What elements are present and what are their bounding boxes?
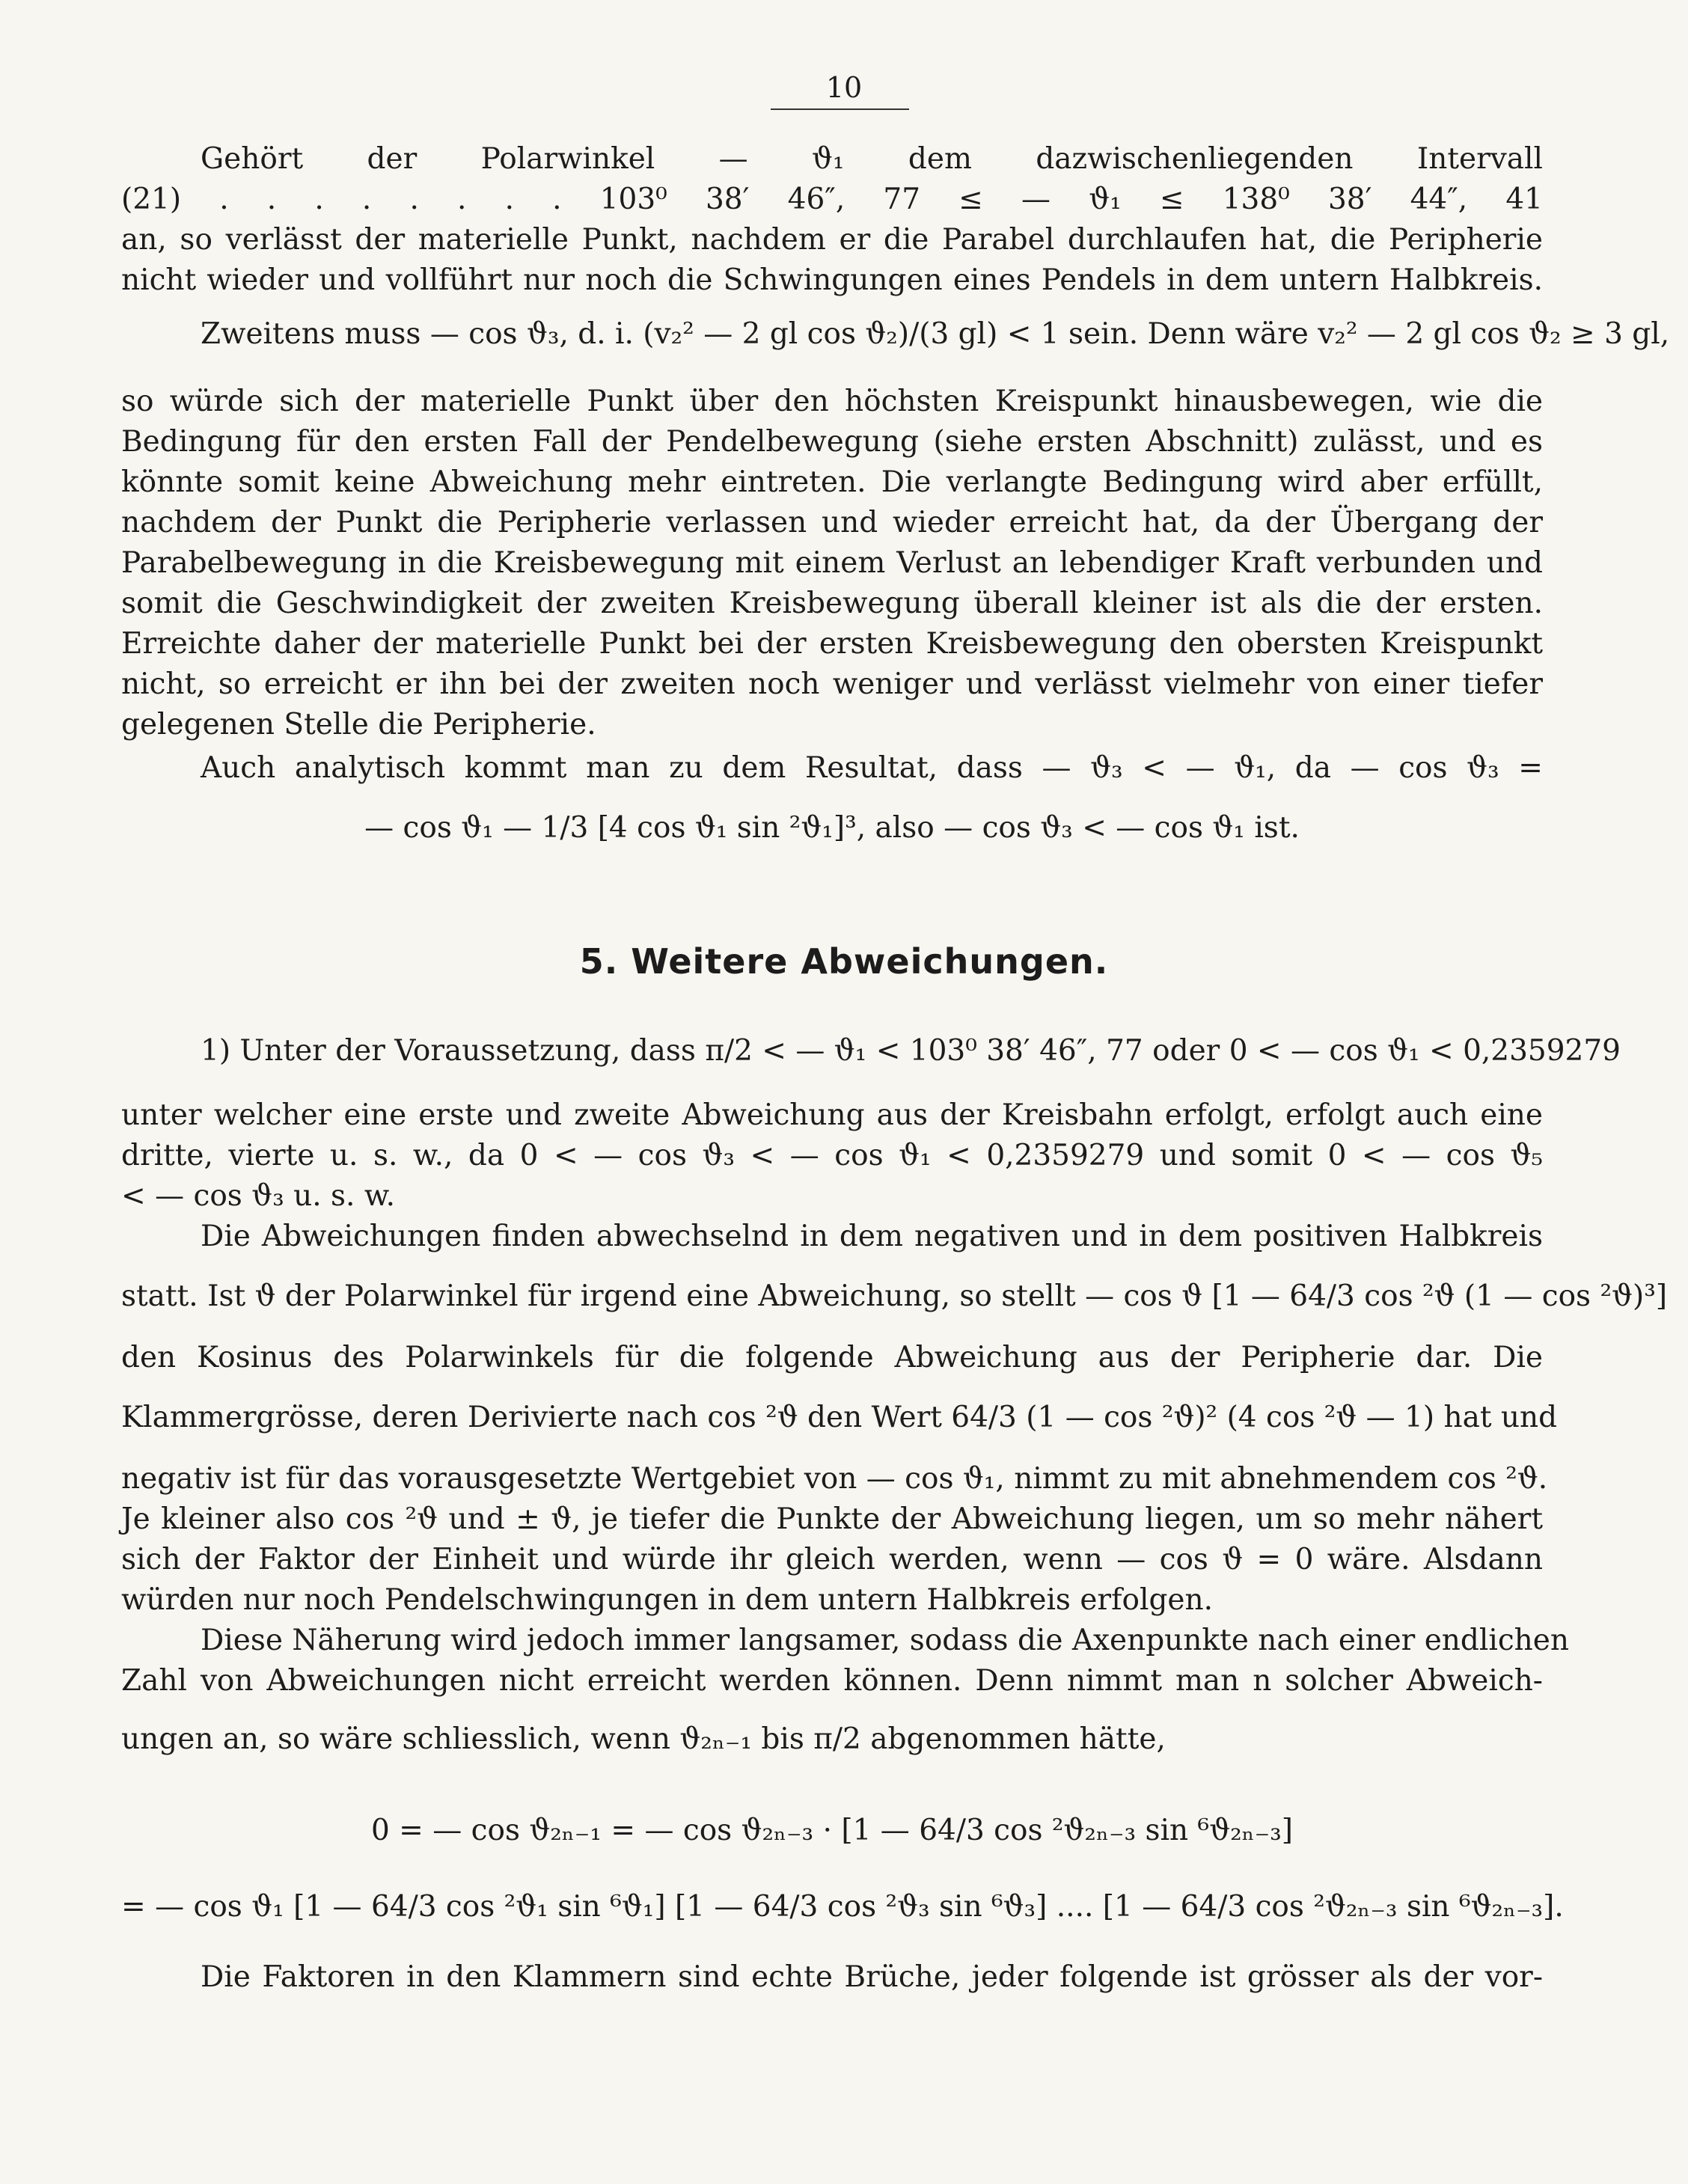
text-line-19: dritte, vierte u. s. w., da 0 < — cos ϑ₃ < — cos ϑ₁ < 0,2359279 und somit 0 < — cos ϑ₅ — [121, 1139, 1543, 1172]
page-number: 10 — [825, 71, 863, 104]
text-line-23: den Kosinus des Polarwinkels für die folgende Abweichung aus der Peripherie dar. Die — [121, 1341, 1543, 1374]
text-line-22: statt. Ist ϑ der Polarwinkel für irgend eine Abweichung, so stellt — cos ϑ [1 — 64/3 cos ²ϑ (1 — cos ²ϑ)³] — [121, 1279, 1668, 1313]
section-heading: 5. Weitere Abweichungen. — [579, 941, 1109, 982]
text-line-26: Je kleiner also cos ²ϑ und ± ϑ, je tiefer die Punkte der Abweichung liegen, um so mehr nähert — [121, 1502, 1543, 1536]
equation-product-2: = — cos ϑ₁ [1 — 64/3 cos ²ϑ₁ sin ⁶ϑ₁] [1 — 64/3 cos ²ϑ₃ sin ⁶ϑ₃] .... [1 — 64/3 cos ²ϑ₂ₙ₋₃ sin ⁶ϑ₂ₙ₋₃]. — [121, 1890, 1564, 1924]
page-rule — [771, 108, 909, 110]
text-line-17: 1) Unter der Voraussetzung, dass π/2 < — ϑ₁ < 103⁰ 38′ 46″, 77 oder 0 < — cos ϑ₁ < 0,2359279 — [201, 1034, 1621, 1068]
text-line-3: an, so verlässt der materielle Punkt, nachdem er die Parabel durchlaufen hat, die Peripherie — [121, 223, 1543, 257]
text-line-21: Die Abweichungen finden abwechselnd in dem negativen und in dem positiven Halbkreis — [201, 1220, 1543, 1253]
text-line-9: nachdem der Punkt die Peripherie verlassen und wieder erreicht hat, da der Übergang der — [121, 506, 1543, 539]
text-line-6: so würde sich der materielle Punkt über den höchsten Kreispunkt hinausbewegen, wie die — [121, 385, 1543, 418]
text-line-31: ungen an, so wäre schliesslich, wenn ϑ₂ₙ₋₁ bis π/2 abgenommen hätte, — [121, 1722, 1166, 1756]
equation-21: (21) . . . . . . . . 103⁰ 38′ 46″, 77 ≤ — ϑ₁ ≤ 138⁰ 38′ 44″, 41 — [121, 183, 1543, 216]
text-line-1: Gehört der Polarwinkel — ϑ₁ dem dazwischenliegenden Intervall — [201, 142, 1543, 176]
text-line-20: < — cos ϑ₃ u. s. w. — [121, 1179, 395, 1213]
text-line-11: somit die Geschwindigkeit der zweiten Kreisbewegung überall kleiner ist als die der ersten. — [121, 587, 1543, 620]
equation-product-1: 0 = — cos ϑ₂ₙ₋₁ = — cos ϑ₂ₙ₋₃ · [1 — 64/3 cos ²ϑ₂ₙ₋₃ sin ⁶ϑ₂ₙ₋₃] — [370, 1814, 1294, 1847]
text-line-5: Zweitens muss — cos ϑ₃, d. i. (v₂² — 2 gl cos ϑ₂)/(3 gl) < 1 sein. Denn wäre v₂² — 2 gl cos ϑ₂ ≥ 3 gl, — [201, 317, 1670, 351]
text-line-29: Diese Näherung wird jedoch immer langsamer, sodass die Axenpunkte nach einer endlichen — [201, 1624, 1569, 1657]
text-line-13: nicht, so erreicht er ihn bei der zweiten noch weniger und verlässt vielmehr von einer tiefer — [121, 667, 1543, 701]
text-line-28: würden nur noch Pendelschwingungen in dem untern Halbkreis erfolgen. — [121, 1583, 1214, 1617]
text-line-10: Parabelbewegung in die Kreisbewegung mit einem Verlust an lebendiger Kraft verbunden und — [121, 546, 1543, 580]
text-line-18: unter welcher eine erste und zweite Abweichung aus der Kreisbahn erfolgt, erfolgt auch eine — [121, 1098, 1543, 1132]
text-line-15: Auch analytisch kommt man zu dem Resultat, dass — ϑ₃ < — ϑ₁, da — cos ϑ₃ = — [201, 751, 1543, 785]
text-line-8: könnte somit keine Abweichung mehr eintreten. Die verlangte Bedingung wird aber erfüllt, — [121, 465, 1543, 499]
text-line-27: sich der Faktor der Einheit und würde ihr gleich werden, wenn — cos ϑ = 0 wäre. Alsdann — [121, 1543, 1543, 1576]
text-line-34: Die Faktoren in den Klammern sind echte Brüche, jeder folgende ist grösser als der vor- — [201, 1960, 1543, 1994]
text-line-14: gelegenen Stelle die Peripherie. — [121, 708, 596, 741]
text-line-7: Bedingung für den ersten Fall der Pendelbewegung (siehe ersten Abschnitt) zulässt, und es — [121, 425, 1543, 459]
text-line-16: — cos ϑ₁ — 1/3 [4 cos ϑ₁ sin ²ϑ₁]³, also — cos ϑ₃ < — cos ϑ₁ ist. — [364, 811, 1300, 845]
text-line-25: negativ ist für das vorausgesetzte Wertgebiet von — cos ϑ₁, nimmt zu mit abnehmendem cos ²ϑ. — [121, 1462, 1548, 1496]
text-line-4: nicht wieder und vollführt nur noch die Schwingungen eines Pendels in dem untern Halbkreis. — [121, 263, 1543, 297]
text-line-12: Erreichte daher der materielle Punkt bei der ersten Kreisbewegung den obersten Kreispunkt — [121, 627, 1543, 661]
text-line-24: Klammergrösse, deren Derivierte nach cos ²ϑ den Wert 64/3 (1 — cos ²ϑ)² (4 cos ²ϑ — 1) hat und — [121, 1401, 1558, 1434]
text-line-30: Zahl von Abweichungen nicht erreicht werden können. Denn nimmt man n solcher Abweich- — [121, 1664, 1543, 1698]
